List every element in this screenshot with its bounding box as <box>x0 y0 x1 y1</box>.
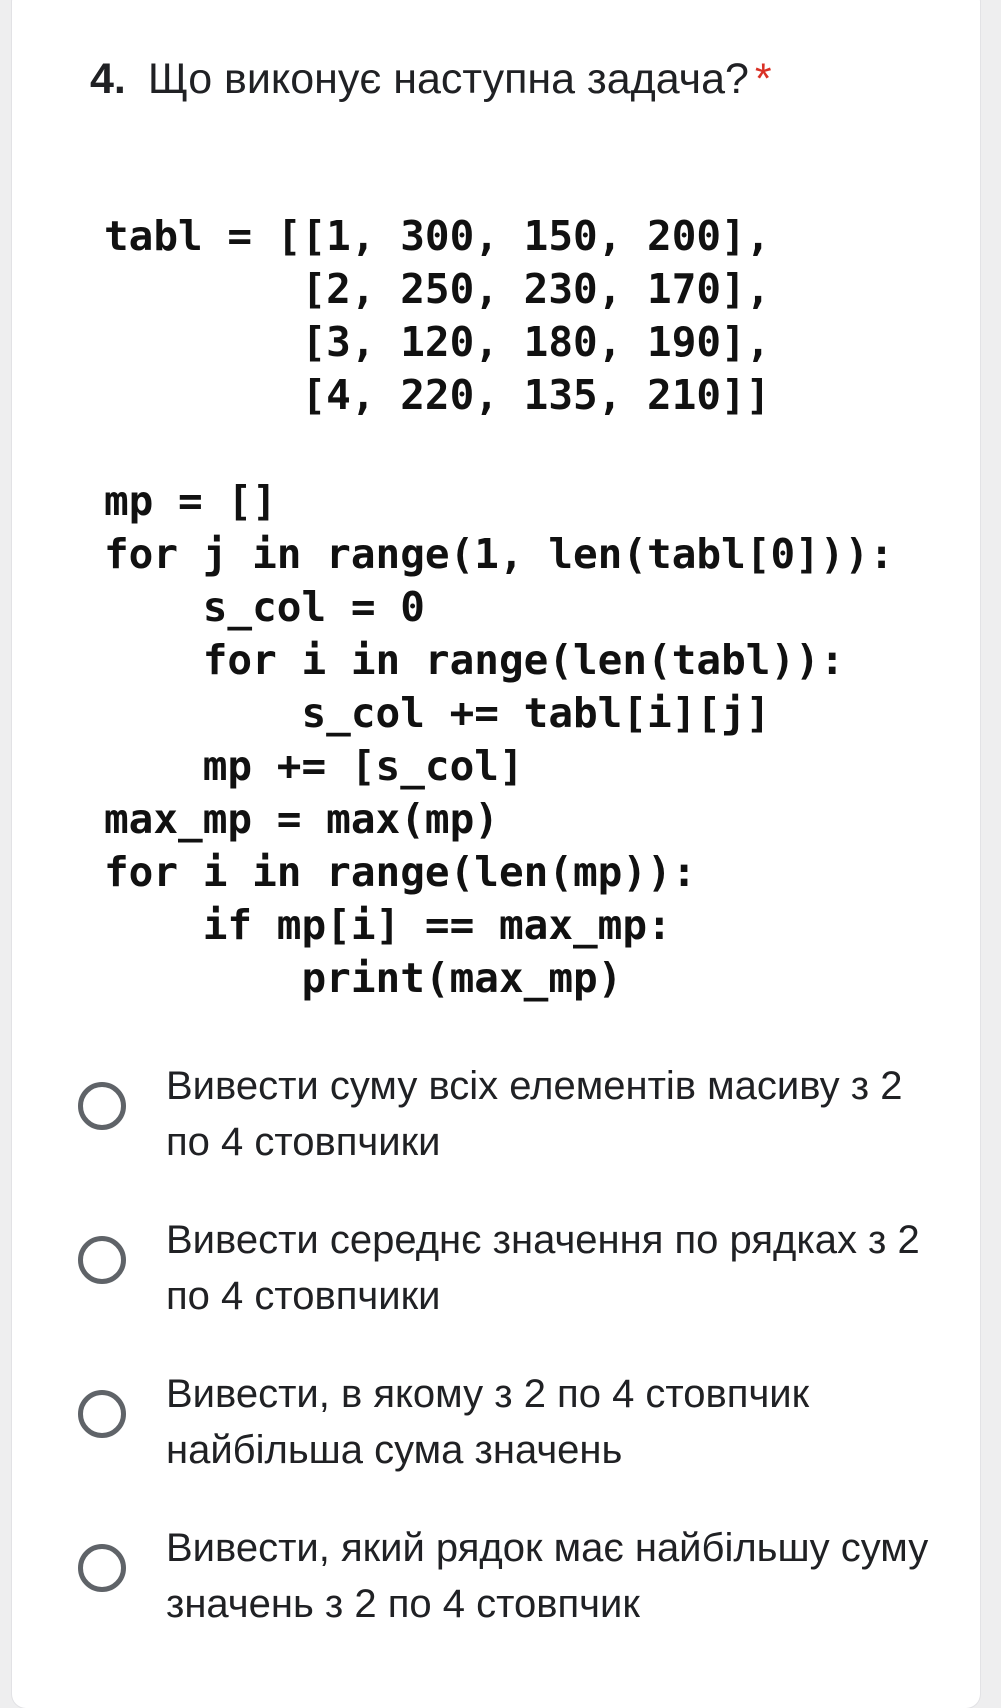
code-line: [4, 220, 135, 210]] <box>104 371 771 419</box>
code-line: for j in range(1, len(tabl[0])): <box>104 530 894 578</box>
code-line: mp = [] <box>104 477 277 525</box>
code-line: for i in range(len(mp)): <box>104 848 697 896</box>
code-block <box>104 210 894 1005</box>
code-line: tabl = [[1, 300, 150, 200], <box>104 212 771 260</box>
option-label: Вивести, який рядок має найбільшу суму значень з 2 по 4 стовпчик <box>166 1526 929 1626</box>
code-line: max_mp = max(mp) <box>104 795 499 843</box>
question-text: Що виконує наступна задача? <box>147 55 749 103</box>
code-line: for i in range(len(tabl)): <box>104 636 845 684</box>
required-asterisk: * <box>754 55 772 103</box>
option-3[interactable] <box>78 1366 958 1520</box>
option-label: Вивести середнє значення по рядках з 2 по 4 стовпчики <box>166 1218 920 1318</box>
code-line: s_col = 0 <box>104 583 425 631</box>
option-label: Вивести суму всіх елементів масиву з 2 по 4 стовпчики <box>166 1064 903 1164</box>
answer-options <box>78 1058 958 1674</box>
question-number: 4. <box>90 55 126 103</box>
code-line: if mp[i] == max_mp: <box>104 901 672 949</box>
option-1[interactable] <box>78 1058 958 1212</box>
code-line: [2, 250, 230, 170], <box>104 265 771 313</box>
code-line <box>104 422 894 475</box>
code-line: print(max_mp) <box>104 954 623 1002</box>
code-line: s_col += tabl[i][j] <box>104 689 771 737</box>
option-4[interactable] <box>78 1520 958 1674</box>
option-2[interactable] <box>78 1212 958 1366</box>
radio-button-icon[interactable] <box>78 1544 126 1592</box>
radio-button-icon[interactable] <box>78 1390 126 1438</box>
code-line: mp += [s_col] <box>104 742 524 790</box>
question-title <box>90 54 772 106</box>
option-label: Вивести, в якому з 2 по 4 стовпчик найбільша сума значень <box>166 1372 810 1472</box>
radio-button-icon[interactable] <box>78 1082 126 1130</box>
code-line: [3, 120, 180, 190], <box>104 318 771 366</box>
radio-button-icon[interactable] <box>78 1236 126 1284</box>
